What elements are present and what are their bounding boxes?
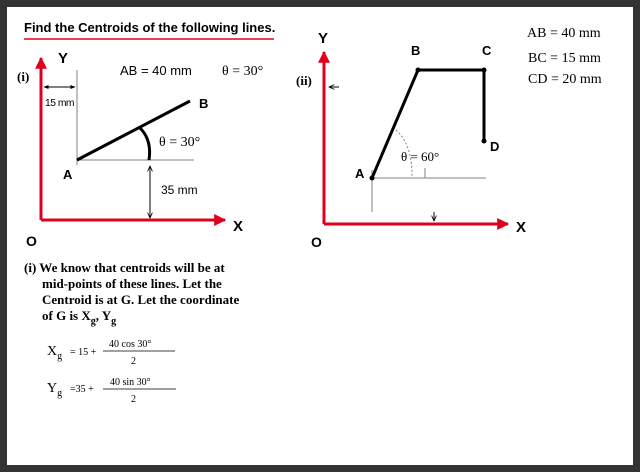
fig1-point-a: A [63, 167, 73, 182]
fig1-theta-top: θ = 30° [222, 64, 264, 79]
page-title: Find the Centroids of the following lines. [24, 20, 276, 35]
fig2-length-cd: CD = 20 mm [528, 72, 602, 87]
fig1-dim-35: 35 mm [161, 183, 198, 197]
fig2-theta-angle: θ = 60° [401, 149, 440, 164]
figure-2 [296, 26, 602, 250]
fig2-point-b-dot [416, 68, 421, 73]
yg-lhs: =35 + [70, 384, 94, 395]
solution [24, 260, 239, 405]
solution-line-2: mid-points of these lines. Let the [42, 276, 222, 291]
figure-2-label: (ii) [296, 73, 312, 88]
fig2-y-axis-label: Y [318, 30, 329, 47]
xg-numerator: 40 cos 30° [109, 339, 152, 350]
xg-lhs: = 15 + [70, 347, 97, 358]
fig1-dim-15: 15 mm [45, 98, 75, 109]
fig1-y-axis-label: Y [58, 50, 69, 67]
yg-denominator: 2 [131, 394, 136, 405]
fig2-length-bc: BC = 15 mm [528, 51, 601, 66]
yg-symbol: $Y_g$ [47, 381, 63, 399]
fig2-point-d: D [490, 139, 500, 154]
solution-line-4: of G is $X_g$, $Y_g$ [42, 308, 117, 327]
fig2-point-c: C [482, 43, 492, 58]
fig2-point-a-dot [370, 176, 375, 181]
fig2-point-d-dot [482, 139, 487, 144]
fig2-origin-label: O [311, 234, 322, 250]
fig1-theta-angle: θ = 30° [159, 135, 201, 150]
xg-symbol: $X_g$ [47, 344, 63, 362]
fig1-x-axis-label: X [233, 218, 244, 235]
fig1-ab-length: AB = 40 mm [120, 63, 192, 78]
yg-numerator: 40 sin 30° [110, 377, 151, 388]
fig2-point-c-dot [482, 68, 487, 73]
fig1-angle-arc [140, 128, 150, 160]
xg-denominator: 2 [131, 356, 136, 367]
figure-1 [17, 50, 263, 249]
fig2-length-ab: AB = 40 mm [527, 26, 601, 41]
fig2-point-b: B [411, 43, 421, 58]
fig1-line-ab [77, 101, 190, 160]
fig2-x-axis-label: X [516, 219, 527, 236]
solution-line-1: (i) We know that centroids will be at [24, 260, 225, 275]
fig2-point-a: A [355, 166, 365, 181]
fig1-point-b: B [199, 96, 209, 111]
figure-1-label: (i) [17, 69, 30, 84]
fig1-origin-label: O [26, 233, 37, 249]
solution-line-3: Centroid is at G. Let the coordinate [42, 292, 240, 307]
